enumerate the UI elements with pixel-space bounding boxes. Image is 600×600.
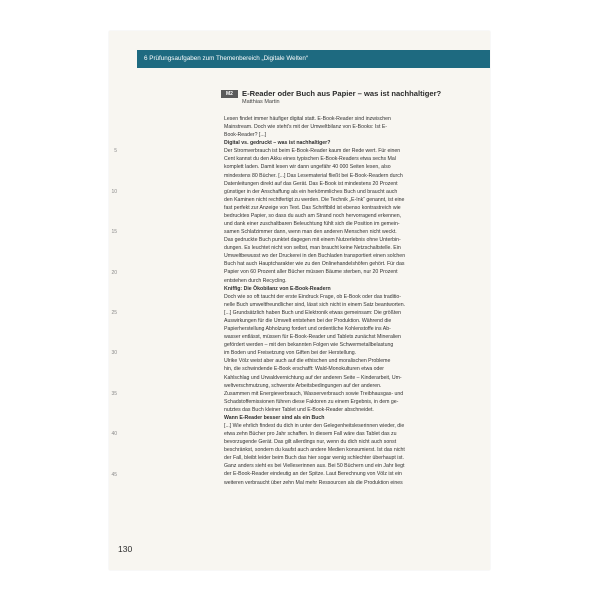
line-number: 40 bbox=[111, 431, 117, 438]
line-number: 15 bbox=[111, 229, 117, 236]
document-page bbox=[109, 31, 490, 570]
text-line: den Kaminen nicht rechtfertigt zu werden. Die Technik „E-Ink“ genannt, ist eine bbox=[224, 196, 405, 203]
line-number: 20 bbox=[111, 269, 117, 276]
text-line: komplett laden. Damit lesen wir dann ungefähr 40 000 Seiten lesen, also bbox=[224, 164, 391, 171]
line-number: 35 bbox=[111, 390, 117, 397]
text-line: samen Schlafzimmer dann, wenn man den anderen Menschen nicht weckt. bbox=[224, 229, 397, 236]
text-line: Lesen findet immer häufiger digital statt. E-Book-Reader sind inzwischen bbox=[224, 116, 391, 122]
text-line: weltverschmutzung, schwerste Arbeitsbedingungen auf der anderen. bbox=[224, 382, 382, 389]
line-number: 10 bbox=[111, 188, 117, 195]
line-number: 25 bbox=[111, 309, 117, 316]
text-line: bevorzugende Gerät. Das gilt allerdings nur, wenn du dich nicht auch sonst bbox=[224, 439, 397, 446]
section-subheading: Wann E-Reader besser sind als ein Buch bbox=[224, 414, 325, 421]
text-line: [...] Grundsätzlich haben Buch und Elektronik etwas gemeinsam: Die größten bbox=[224, 309, 402, 316]
line-number: 45 bbox=[111, 471, 117, 478]
text-line: Cent kannst du den Akku eines typischen E-Book-Readers etwa sechs Mal bbox=[224, 156, 396, 163]
text-line: etwa zehn Bücher pro Jahr schaffen. In diesem Fall wäre das Tablet das zu bbox=[224, 431, 397, 438]
text-line: beschränkst, sondern du kaufst auch andere Medien konsumierst. Ist das nicht bbox=[224, 447, 405, 454]
text-line: nelle Buch umweltfreundlicher sind, lässt sich nicht in einem Satz beantworten. bbox=[224, 301, 406, 308]
text-line: und dank einer zuschaltbaren Beleuchtung fühlt sich die Position im gemein- bbox=[224, 221, 400, 228]
text-line: Der Stromverbrauch ist beim E-Book-Reader kaum der Rede wert. Für einen bbox=[224, 148, 401, 155]
material-tag: M2 bbox=[221, 90, 238, 98]
text-line: Papier von 60 Prozent aller Bücher müssen Bäume sterben, nur 20 Prozent bbox=[224, 269, 398, 276]
line-number: 30 bbox=[111, 350, 117, 357]
text-line: Schadstoffemissionen führen diese Faktoren zu einem Ergebnis, in dem ge- bbox=[224, 398, 399, 405]
text-line: [...] Wie ehrlich findest du dich in unter den Gelegenheitsleserinnen wieder, die bbox=[224, 422, 405, 429]
text-line: Buch hat auch Hauptcharakter wie zu den Onlinehandelshöfen gehört. Für das bbox=[224, 261, 405, 268]
article-author: Matthias Martin bbox=[242, 99, 280, 105]
text-line: Doch wie so oft taucht der erste Eindruck Frage, ob E-Book oder das traditio- bbox=[224, 293, 402, 300]
text-line: Das gedruckte Buch punktet dagegen mit einem Nutzerlebnis ohne Unterbin- bbox=[224, 237, 401, 244]
text-line: hin, die schwindende E-Book erschafft: Wald-Monokulturen etwa oder bbox=[224, 366, 385, 373]
line-number: 5 bbox=[114, 148, 117, 155]
text-line: Kahlschlag und Urwaldvernichtung auf der anderen Seite – Kinderarbeit, Um- bbox=[224, 374, 402, 381]
text-line: bedrucktes Papier, so dass du auch am Strand noch hervorragend erkennen, bbox=[224, 212, 402, 219]
text-line: entstehen durch Recycling. bbox=[224, 277, 287, 284]
text-line: mindestens 80 Bücher. [...] Das Lesematerial fließt bei E-Book-Readern durch bbox=[224, 172, 403, 179]
page-number: 130 bbox=[118, 544, 133, 554]
text-line: Datenleitungen direkt auf das Gerät. Das E-Book ist mindestens 20 Prozent bbox=[224, 180, 398, 187]
text-line: Papierherstellung Abholzung fordert und ordentliche Kohlenstoffe ins Ab- bbox=[224, 326, 391, 333]
text-line: Auswirkungen für die Umwelt entstehen bei der Produktion. Während die bbox=[224, 317, 392, 324]
chapter-header: 6 Prüfungsaufgaben zum Themenbereich „Digitale Welten“ bbox=[137, 50, 490, 68]
text-line: Mainstream. Doch wie steht's mit der Umweltbilanz von E-Books: Ist E- bbox=[224, 124, 388, 131]
text-line: nutztes das Buch kleiner Tablet und E-Book-Reader abschneidet. bbox=[224, 406, 374, 413]
text-line: wasser entlässt, müssen für E-Book-Reader und Tablets zunächst Mineralien bbox=[224, 334, 401, 341]
text-line: fast perfekt zur Anzeige von Text. Das Schriftbild ist ebenso kontrastreich wie bbox=[224, 204, 401, 211]
text-line: weiteren verbraucht über zehn Mal mehr Ressourcen als die Produktion eines bbox=[224, 479, 403, 486]
text-line: dungen. Es leuchtet nicht von selbst, man braucht keine Netzschaltstelle. Ein bbox=[224, 245, 401, 252]
text-line: der Fall, bleibt leider beim Buch das hier sogar wenig schlechter überhaupt ist. bbox=[224, 455, 404, 462]
section-subheading: Digital vs. gedruckt – was ist nachhaltiger? bbox=[224, 140, 331, 147]
text-line: gefördert werden – mit den bekannten Folgen wie Schwermetallbelastung bbox=[224, 342, 394, 349]
text-line: Ganz anders sieht es bei Vielleserinnen aus. Bei 50 Büchern und ein Jahr liegt bbox=[224, 463, 405, 470]
text-line: Umweltbewusst wo der Druckerei in den Buchladen transportiert einen solchen bbox=[224, 253, 406, 260]
text-line: Zusammen mit Energieverbrauch, Wasserverbrauch sowie Treibhausgas- und bbox=[224, 390, 404, 397]
section-subheading: Kniffig: Die Ökobilanz von E-Book-Readern bbox=[224, 285, 331, 292]
text-line: günstiger in der Anschaffung als ein herkömmliches Buch und braucht auch bbox=[224, 188, 398, 195]
article-title: E-Reader oder Buch aus Papier – was ist nachhaltiger? bbox=[242, 89, 442, 98]
text-line: im Boden und Freisetzung von Giften bei der Herstellung. bbox=[224, 350, 357, 357]
text-line: der E-Book-Reader eindeutig an der Spitze. Laut Berechnung von Völz ist ein bbox=[224, 471, 402, 478]
text-line: Book-Reader? [...] bbox=[224, 132, 267, 139]
text-line: Ulrike Völz weist aber auch auf die ethischen und moralischen Probleme bbox=[224, 358, 391, 365]
article-body bbox=[224, 115, 479, 487]
